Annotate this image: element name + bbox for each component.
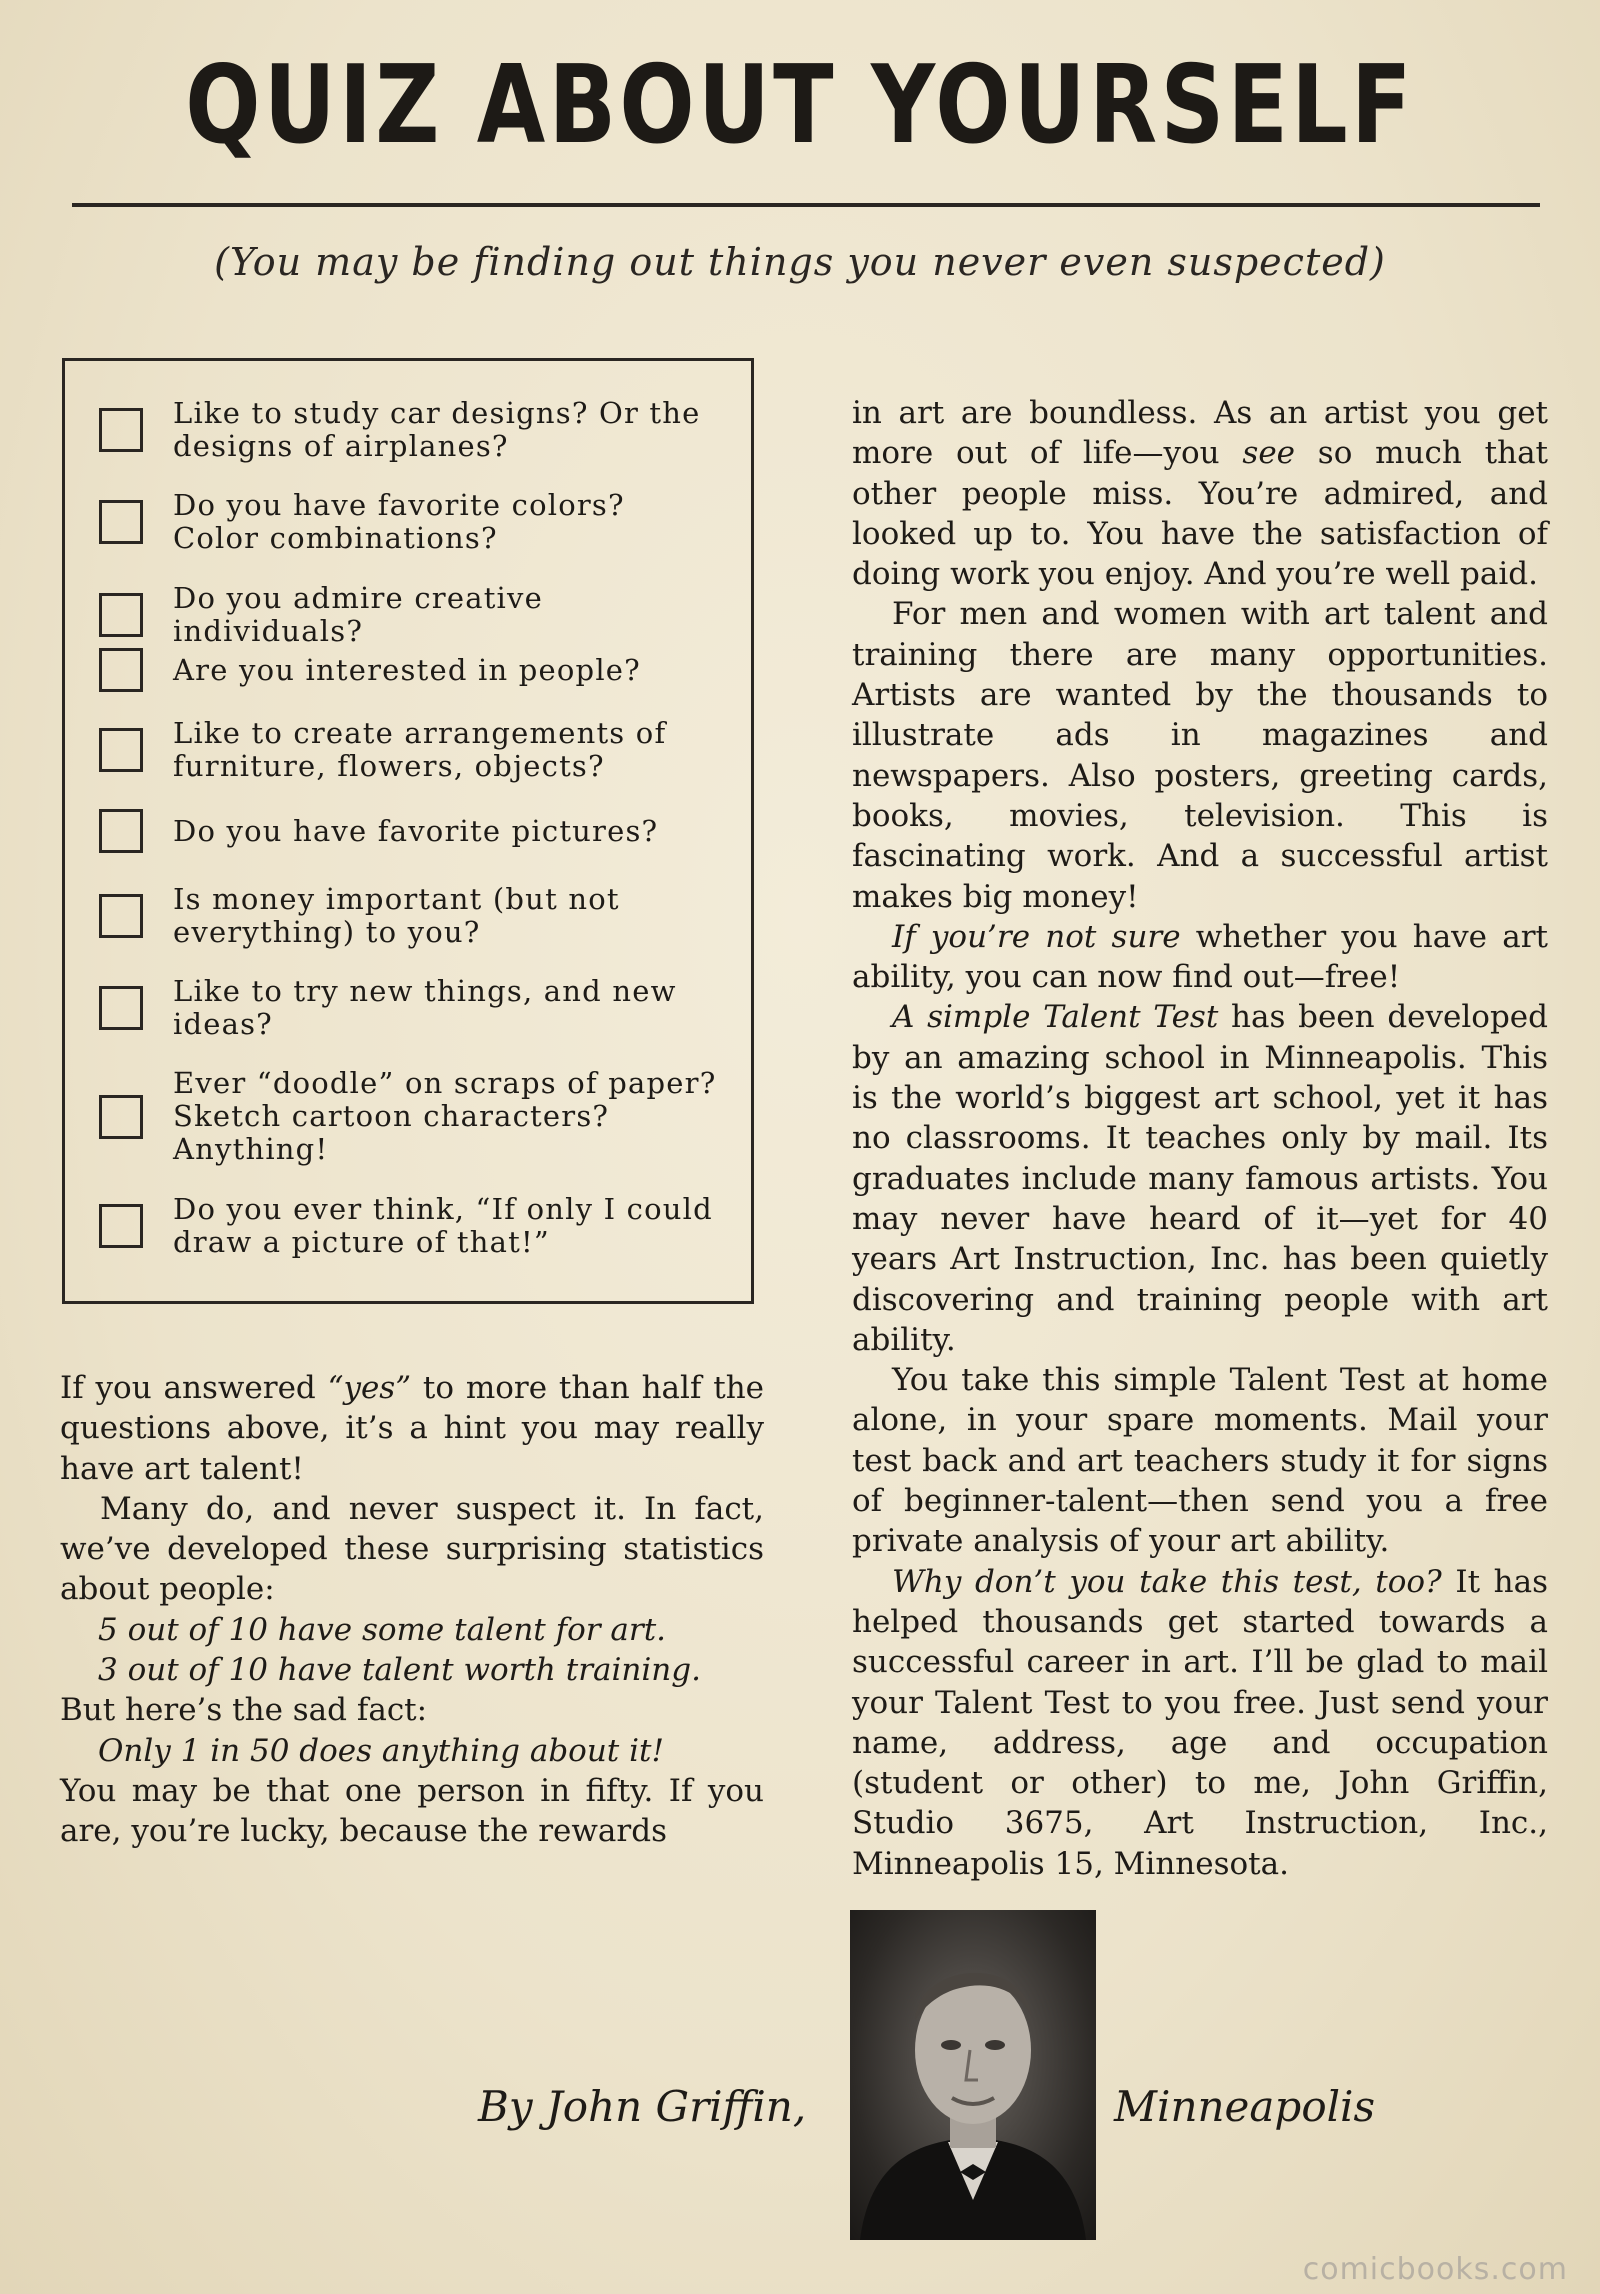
quiz-checkbox[interactable]: [99, 894, 143, 938]
subtitle: (You may be finding out things you never even suspected): [214, 240, 1386, 284]
paragraph: Many do, and never suspect it. In fact, we’ve developed these surprising statistics about people:: [60, 1490, 764, 1608]
quiz-item[interactable]: [99, 489, 721, 555]
quiz-checkbox[interactable]: [99, 408, 143, 452]
quiz-item[interactable]: [99, 883, 721, 949]
quiz-checkbox[interactable]: [99, 728, 143, 772]
quiz-item[interactable]: [99, 809, 721, 853]
quiz-item[interactable]: [99, 397, 721, 463]
paragraph: If you answered “yes” to more than half the questions above, it’s a hint you may really have art talent!: [60, 1370, 765, 1487]
quiz-question: Ever “doodle” on scraps of paper? Sketch cartoon characters? Anything!: [173, 1066, 717, 1166]
quiz-item[interactable]: [99, 717, 721, 783]
quiz-question: Do you admire creative individuals?: [173, 581, 543, 648]
quiz-item[interactable]: [99, 975, 721, 1041]
byline-location: Minneapolis: [1114, 2082, 1376, 2131]
portrait-icon: [850, 1910, 1096, 2240]
right-column: [852, 393, 1548, 1884]
quiz-question: Are you interested in people?: [173, 652, 641, 687]
author-photo: [850, 1910, 1096, 2240]
quiz-question: Like to create arrangements of furniture, flowers, objects?: [173, 716, 667, 783]
paragraph: If you’re not sure whether you have art ability, you can now find out—free!: [852, 918, 1548, 996]
quiz-item[interactable]: [99, 648, 721, 692]
quiz-question: Do you have favorite pictures?: [173, 813, 659, 848]
title-rule: [72, 203, 1540, 207]
quiz-question: Do you ever think, “If only I could draw a picture of that!”: [173, 1192, 713, 1259]
quiz-question: Do you have favorite colors? Color combinations?: [173, 488, 625, 555]
quiz-checkbox[interactable]: [99, 648, 143, 692]
quiz-item[interactable]: [99, 1193, 721, 1259]
paragraph: You may be that one person in fifty. If you are, you’re lucky, because the rewards: [60, 1772, 764, 1850]
paragraph: A simple Talent Test has been developed by an amazing school in Minneapolis. This is the world’s biggest art school, yet it has no classrooms. It teaches only by mail. Its graduates include many famous artists. You may never have heard of it—yet for 40 years Art Instruction, Inc. has been quietly discovering and training people with art ability.: [852, 999, 1548, 1358]
byline-author: By John Griffin,: [478, 2082, 807, 2131]
statistic: 5 out of 10 have some talent for art.: [98, 1611, 667, 1648]
left-column: [60, 1368, 764, 1852]
paragraph: For men and women with art talent and training there are many opportunities. Artists are wanted by the thousands to illustrate ads in magazines and newspapers. Also posters, greeting cards, books, movies, television. This is fascinating work. And a successful artist makes big money!: [852, 596, 1548, 915]
paragraph: Why don’t you take this test, too? It has helped thousands get started towards a successful career in art. I’ll be glad to mail your Talent Test to you free. Just send your name, address, age and occupation (student or other) to me, John Griffin, Studio 3675, Art Instruction, Inc., Minneapolis 15, Minnesota.: [852, 1563, 1548, 1882]
page-title: QUIZ ABOUT YOURSELF: [185, 43, 1415, 168]
quiz-checkbox[interactable]: [99, 593, 143, 637]
quiz-item[interactable]: [99, 1067, 721, 1166]
paragraph: But here’s the sad fact:: [60, 1692, 428, 1729]
quiz-checkbox[interactable]: [99, 986, 143, 1030]
paragraph: You take this simple Talent Test at home alone, in your spare moments. Mail your test back and art teachers study it for signs of beginner-talent—then send you a free private analysis of your art ability.: [852, 1362, 1548, 1560]
quiz-box: [62, 358, 754, 1304]
quiz-checkbox[interactable]: [99, 1204, 143, 1248]
statistic: 3 out of 10 have talent worth training.: [98, 1652, 701, 1689]
quiz-question: Is money important (but not everything) to you?: [173, 882, 620, 949]
quiz-checkbox[interactable]: [99, 1095, 143, 1139]
paragraph: in art are boundless. As an artist you get more out of life—you see so much that other people miss. You’re admired, and looked up to. You have the satisfaction of doing work you enjoy. And you’re well paid.: [852, 395, 1549, 593]
quiz-question: Like to try new things, and new ideas?: [173, 974, 677, 1041]
quiz-item[interactable]: [99, 582, 721, 648]
statistic: Only 1 in 50 does anything about it!: [98, 1732, 664, 1769]
quiz-checkbox[interactable]: [99, 500, 143, 544]
quiz-checkbox[interactable]: [99, 809, 143, 853]
quiz-question: Like to study car designs? Or the designs of airplanes?: [173, 396, 701, 463]
watermark: comicbooks.com: [1302, 2252, 1568, 2287]
